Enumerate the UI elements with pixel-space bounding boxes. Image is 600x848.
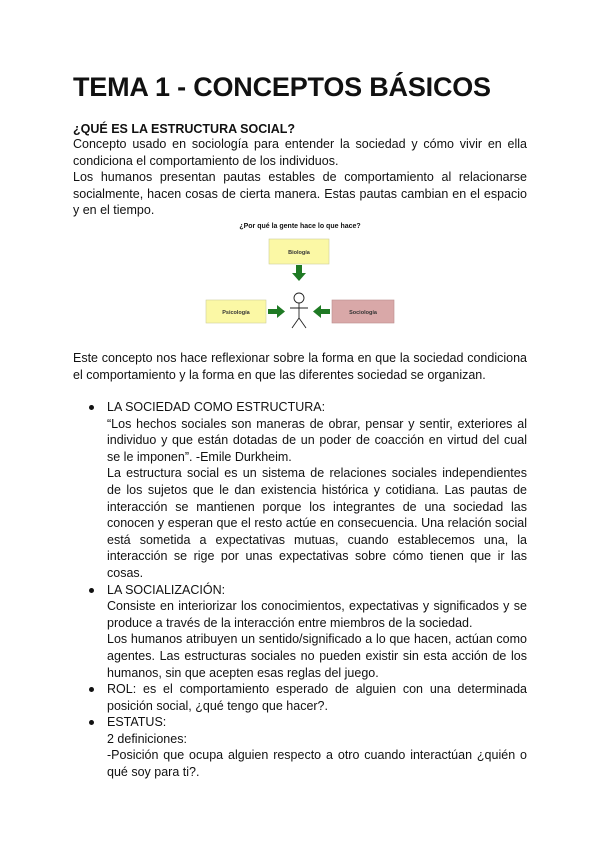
list-item-paragraph: Los humanos atribuyen un sentido/significado a lo que hacen, actúan como agentes. Las estructuras sociales no pueden existir sin esta acción de los humanos, sin que acepten esas reglas del juego. [107, 632, 527, 680]
intro-text [73, 136, 527, 219]
intro-paragraph: Concepto usado en sociología para entender la sociedad y cómo vivir en ella condiciona el comportamiento de los individuos. [73, 137, 527, 168]
concept-list [73, 399, 527, 781]
page-title: TEMA 1 - CONCEPTOS BÁSICOS [73, 72, 491, 102]
list-item-heading: LA SOCIEDAD COMO ESTRUCTURA: [107, 400, 326, 414]
list-item [73, 714, 527, 780]
bullet-icon [89, 588, 94, 593]
list-item [73, 681, 527, 714]
bullet-icon [89, 720, 94, 725]
arrow-right-icon [268, 305, 285, 318]
psicologia-label: Psicología [222, 310, 250, 316]
list-item-paragraph: La estructura social es un sistema de relaciones sociales independientes de los sujetos que le dan existencia histórica y cotidiana. Las pautas de interacción se mantienen porque los integrantes de una sociedad las conocen y esperan que el resto actúe en consecuencia. Una relación social está sometida a expectativas mutuas, cuando establecemos una, la interacción se rige por unas expectativas sobre cómo tienen que ir las cosas. [107, 466, 527, 580]
list-item-heading: ROL: es el comportamiento esperado de alguien con una determinada posición social, ¿qué tengo que hacer?. [107, 682, 527, 713]
bullet-icon [89, 405, 94, 410]
arrow-down-icon [292, 265, 306, 281]
list-item [73, 582, 527, 682]
diagram-svg [200, 218, 400, 333]
list-item-heading: LA SOCIALIZACIÓN: [107, 582, 226, 597]
list-item [73, 399, 527, 582]
list-item-paragraph: Consiste en interiorizar los conocimientos, expectativas y significados y se produce a través de la interacción entre miembros de la sociedad. [107, 599, 527, 630]
after-diagram-paragraph: Este concepto nos hace reflexionar sobre la forma en que la sociedad condiciona el comportamiento y la forma en que las diferentes sociedad se organizan. [73, 351, 527, 382]
stick-figure-icon [290, 293, 308, 328]
list-item-paragraph: 2 definiciones: [107, 731, 187, 746]
list-item-heading: ESTATUS: [107, 715, 167, 730]
biologia-label: Biología [288, 250, 310, 256]
sociologia-label: Sociología [349, 310, 377, 316]
section-heading: ¿QUÉ ES LA ESTRUCTURA SOCIAL? [73, 122, 295, 136]
arrow-left-icon [313, 305, 330, 318]
list-item-paragraph: -Posición que ocupa alguien respecto a otro cuando interactúan ¿quién o qué soy para ti?. [107, 748, 527, 780]
list-item-paragraph: “Los hechos sociales son maneras de obrar, pensar y sentir, exteriores al individuo y que están dotadas de un poder de coacción en virtud del cual se le imponen”. -Emile Durkheim. [107, 416, 527, 464]
bullet-icon [89, 687, 94, 692]
diagram-figure [200, 218, 400, 333]
intro-paragraph: Los humanos presentan pautas estables de comportamiento al relacionarse socialmente, hacen cosas de cierta manera. Estas pautas cambian en el espacio y en el tiempo. [73, 170, 527, 218]
diagram-question: ¿Por qué la gente hace lo que hace? [239, 223, 361, 230]
